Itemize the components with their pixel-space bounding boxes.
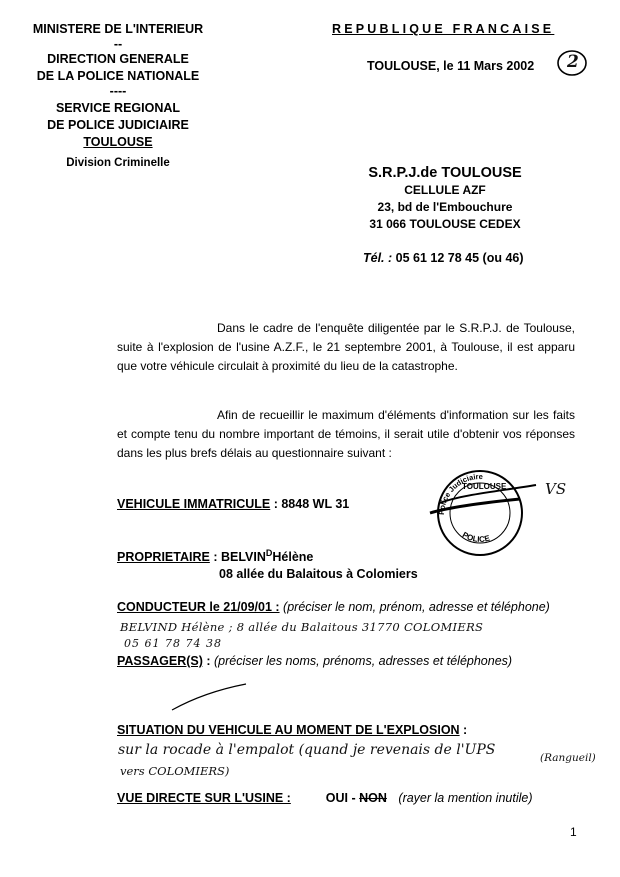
situation-handwriting-line-2: vers COLOMIERS) bbox=[120, 764, 230, 778]
vehicle-label: VEHICULE IMMATRICULE bbox=[117, 497, 271, 511]
street: 23, bd de l'Embouchure bbox=[377, 200, 513, 214]
republic-heading: REPUBLIQUE FRANCAISE bbox=[332, 22, 555, 36]
police-stamp bbox=[420, 455, 540, 565]
stamp-ring-top: Police Judiciaire bbox=[436, 471, 483, 516]
passenger-label: PASSAGER(S) bbox=[117, 654, 203, 668]
passenger-line: PASSAGER(S) : (préciser les noms, prénoms, adresses et téléphones) bbox=[117, 654, 513, 668]
passenger-crossed-line bbox=[170, 682, 250, 712]
division-line: Division Criminelle bbox=[66, 157, 170, 169]
ministry-line: MINISTERE DE L'INTERIEUR bbox=[32, 22, 204, 36]
service-line-2: DE POLICE JUDICIAIRE bbox=[47, 118, 189, 132]
stamp-city: TOULOUSE bbox=[462, 482, 507, 491]
paragraph-2: Afin de recueillir le maximum d'éléments d'information sur les faits et compte tenu du nombre important de témoins, il serait utile d'obtenir vos réponses dans les plus brefs délais au questionnaire suivant : bbox=[117, 408, 575, 460]
service-city: TOULOUSE bbox=[83, 135, 153, 149]
separator: ---- bbox=[109, 84, 127, 98]
phone-label: Tél. : bbox=[363, 251, 393, 265]
postcode: 31 066 TOULOUSE CEDEX bbox=[369, 217, 521, 231]
owner-redaction: D bbox=[265, 548, 273, 558]
phone-line bbox=[363, 251, 524, 265]
left-header bbox=[18, 22, 218, 171]
separator: -- bbox=[113, 37, 123, 51]
page-mark-number: 2 bbox=[567, 52, 579, 72]
owner-line: PROPRIETAIRE : $BELVIN^DHélène$ bbox=[117, 548, 314, 565]
view-line: VUE DIRECTE SUR L'USINE : OUI - NON (rayer la mention inutile) bbox=[117, 791, 533, 805]
owner-address: 08 allée du Balaitous à Colomiers bbox=[219, 567, 418, 581]
unit-name: S.R.P.J.de TOULOUSE bbox=[368, 165, 522, 181]
driver-line bbox=[117, 600, 550, 614]
driver-handwriting-line-1: BELVIND Hélène ; 8 allée du Balaitous 31770 COLOMIERS bbox=[120, 620, 484, 634]
situation-handwriting-line-1: sur la rocade à l'empalot (quand je revenais de l'UPS bbox=[118, 742, 496, 758]
driver-handwriting-line-2: 05 61 78 74 38 bbox=[124, 637, 222, 650]
view-yes: OUI bbox=[325, 791, 349, 805]
direction-line-2: DE LA POLICE NATIONALE bbox=[36, 69, 200, 83]
owner-label: PROPRIETAIRE bbox=[117, 550, 210, 565]
driver-hint: (préciser le nom, prénom, adresse et téléphone) bbox=[283, 600, 550, 614]
situation-label: SITUATION DU VEHICULE AU MOMENT DE L'EXPLOSION bbox=[117, 723, 460, 737]
situation-line: SITUATION DU VEHICULE AU MOMENT DE L'EXPLOSION : bbox=[117, 723, 468, 737]
service-line-1: SERVICE REGIONAL bbox=[55, 101, 181, 115]
owner-firstname: Hélène bbox=[272, 550, 314, 565]
place-date: TOULOUSE, le 11 Mars 2002 bbox=[367, 59, 535, 73]
phone-value: 05 61 12 78 45 (ou 46) bbox=[395, 251, 524, 265]
vehicle-line: VEHICULE IMMATRICULE : 8848 WL 31 bbox=[117, 497, 350, 511]
owner-name: BELVIN bbox=[220, 550, 266, 565]
view-label: VUE DIRECTE SUR L'USINE : bbox=[117, 791, 291, 805]
stamp-ring-bottom: POLICE bbox=[460, 530, 491, 544]
view-no: NON bbox=[359, 791, 387, 805]
driver-date: le 21/09/01 : bbox=[205, 600, 280, 614]
direction-line-1: DIRECTION GENERALE bbox=[47, 52, 189, 66]
page-number: 1 bbox=[570, 825, 577, 839]
driver-label: CONDUCTEUR bbox=[117, 600, 206, 614]
situation-handwriting-note: (Rangueil) bbox=[540, 752, 596, 764]
cell-name: CELLULE AZF bbox=[404, 183, 486, 197]
passenger-hint: (préciser les noms, prénoms, adresses et téléphones) bbox=[214, 654, 513, 668]
signature: VS bbox=[545, 480, 567, 498]
vehicle-plate: 8848 WL 31 bbox=[281, 497, 350, 511]
paragraph-1: Dans le cadre de l'enquête diligentée par le S.R.P.J. de Toulouse, suite à l'explosion de l'usine A.Z.F., le 21 septembre 2001, à Toulouse, il est apparu que votre véhicule circulait à proximité du lieu de la catastrophe. bbox=[117, 321, 575, 373]
view-hint: (rayer la mention inutile) bbox=[398, 791, 533, 805]
srpj-address-block bbox=[340, 164, 550, 233]
